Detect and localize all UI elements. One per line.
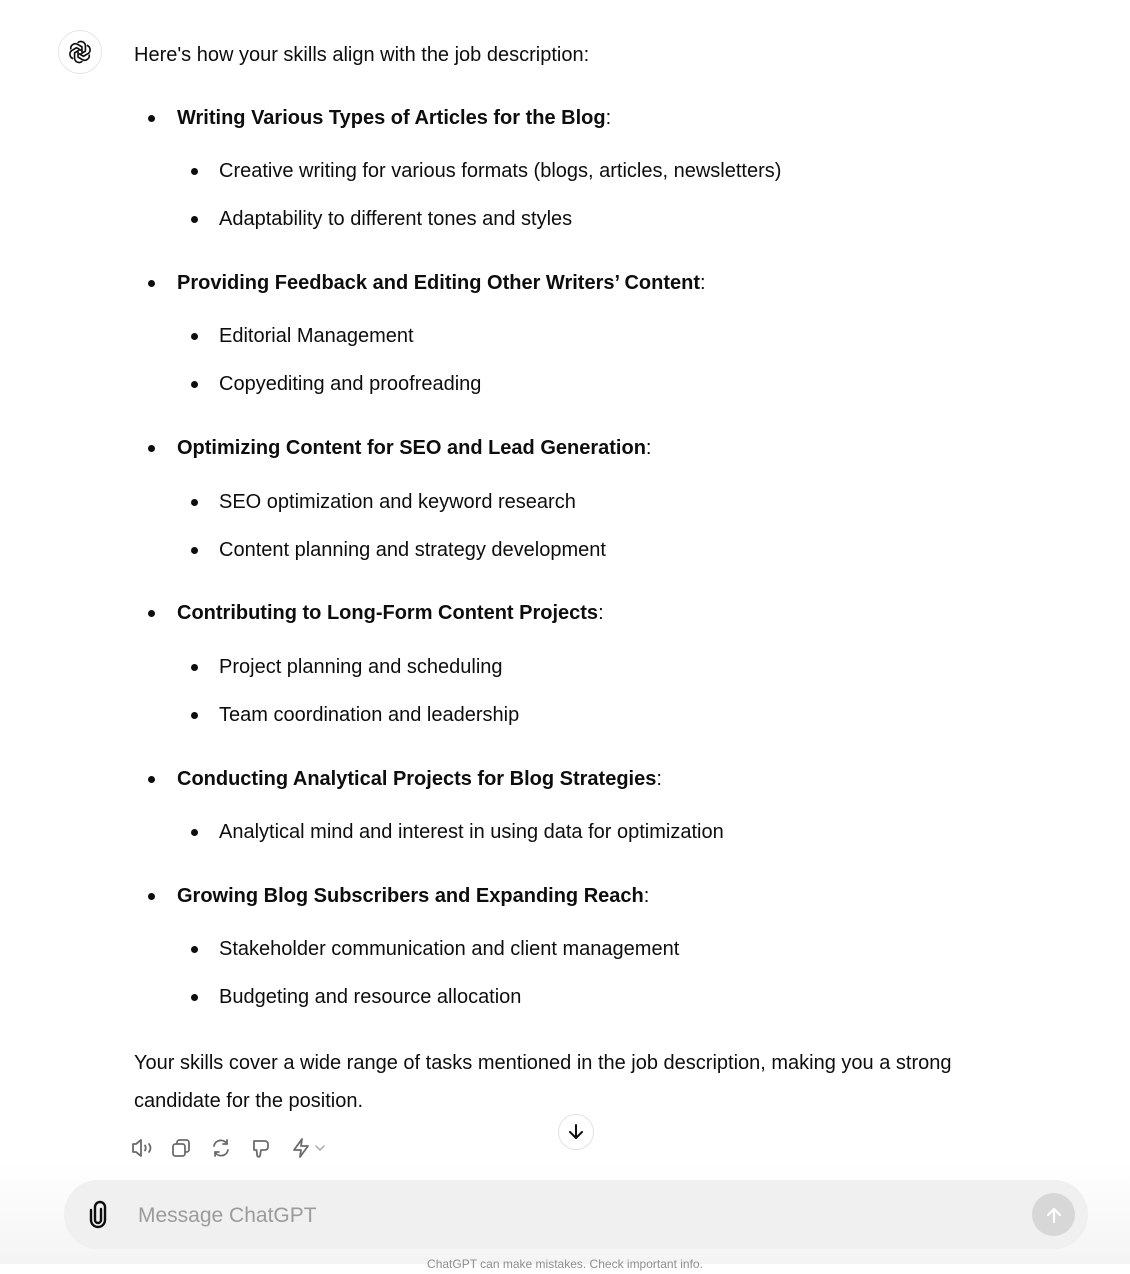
bullet (191, 381, 198, 388)
scroll-to-bottom-button[interactable] (558, 1114, 594, 1150)
paperclip-icon (88, 1201, 108, 1229)
assistant-avatar (58, 30, 102, 74)
message-intro: Here's how your skills align with the job description: (134, 44, 590, 66)
bullet (148, 280, 155, 287)
disclaimer: ChatGPT can make mistakes. Check important info. (427, 1257, 703, 1271)
arrow-down-icon (566, 1122, 586, 1142)
bullet (191, 829, 198, 836)
attach-button[interactable] (84, 1200, 112, 1230)
skill-item: Creative writing for various formats (blogs, articles, newsletters) (219, 160, 782, 182)
message-composer (64, 1180, 1088, 1249)
message-closing: Your skills cover a wide range of tasks mentioned in the job description, making you a strong candidate for the position. (134, 1052, 952, 1112)
bullet (191, 664, 198, 671)
skill-item: Analytical mind and interest in using data for optimization (219, 821, 724, 843)
skill-item: Copyediting and proofreading (219, 373, 482, 395)
arrow-up-icon (1044, 1205, 1064, 1225)
section-heading: Writing Various Types of Articles for the Blog: (177, 107, 612, 129)
bullet (148, 893, 155, 900)
bullet (191, 333, 198, 340)
bullet (191, 712, 198, 719)
bullet (148, 776, 155, 783)
skill-item: SEO optimization and keyword research (219, 491, 576, 513)
bad-response-button[interactable] (250, 1134, 290, 1162)
lightning-icon (290, 1137, 312, 1159)
section-heading: Providing Feedback and Editing Other Writers’ Content: (177, 272, 706, 294)
bullet (148, 445, 155, 452)
bullet (191, 994, 198, 1001)
thumbs-down-icon (250, 1137, 272, 1159)
skill-item: Stakeholder communication and client management (219, 938, 680, 960)
section-heading: Growing Blog Subscribers and Expanding Reach: (177, 885, 650, 907)
refresh-icon (210, 1137, 232, 1159)
send-button[interactable] (1032, 1193, 1075, 1236)
section-heading: Contributing to Long-Form Content Projects: (177, 602, 604, 624)
message-actions (130, 1134, 330, 1162)
copy-icon (170, 1137, 192, 1159)
copy-button[interactable] (170, 1134, 210, 1162)
section-heading: Conducting Analytical Projects for Blog Strategies: (177, 768, 662, 790)
bullet (148, 610, 155, 617)
section-heading: Optimizing Content for SEO and Lead Generation: (177, 437, 652, 459)
skill-item: Editorial Management (219, 325, 414, 347)
bullet (191, 168, 198, 175)
chevron-down-icon (313, 1141, 327, 1155)
skill-item: Adaptability to different tones and styles (219, 208, 573, 230)
skill-item: Project planning and scheduling (219, 656, 503, 678)
openai-logo-icon (67, 39, 93, 65)
bullet (148, 115, 155, 122)
skill-item: Team coordination and leadership (219, 704, 520, 726)
read-aloud-button[interactable] (130, 1134, 170, 1162)
bullet (191, 499, 198, 506)
change-model-button[interactable] (290, 1134, 330, 1162)
regenerate-button[interactable] (210, 1134, 250, 1162)
bullet (191, 216, 198, 223)
skill-item: Content planning and strategy development (219, 539, 606, 561)
bullet (191, 946, 198, 953)
message-input[interactable] (136, 1196, 1020, 1236)
skill-item: Budgeting and resource allocation (219, 986, 522, 1008)
speaker-icon (130, 1137, 156, 1159)
bullet (191, 547, 198, 554)
